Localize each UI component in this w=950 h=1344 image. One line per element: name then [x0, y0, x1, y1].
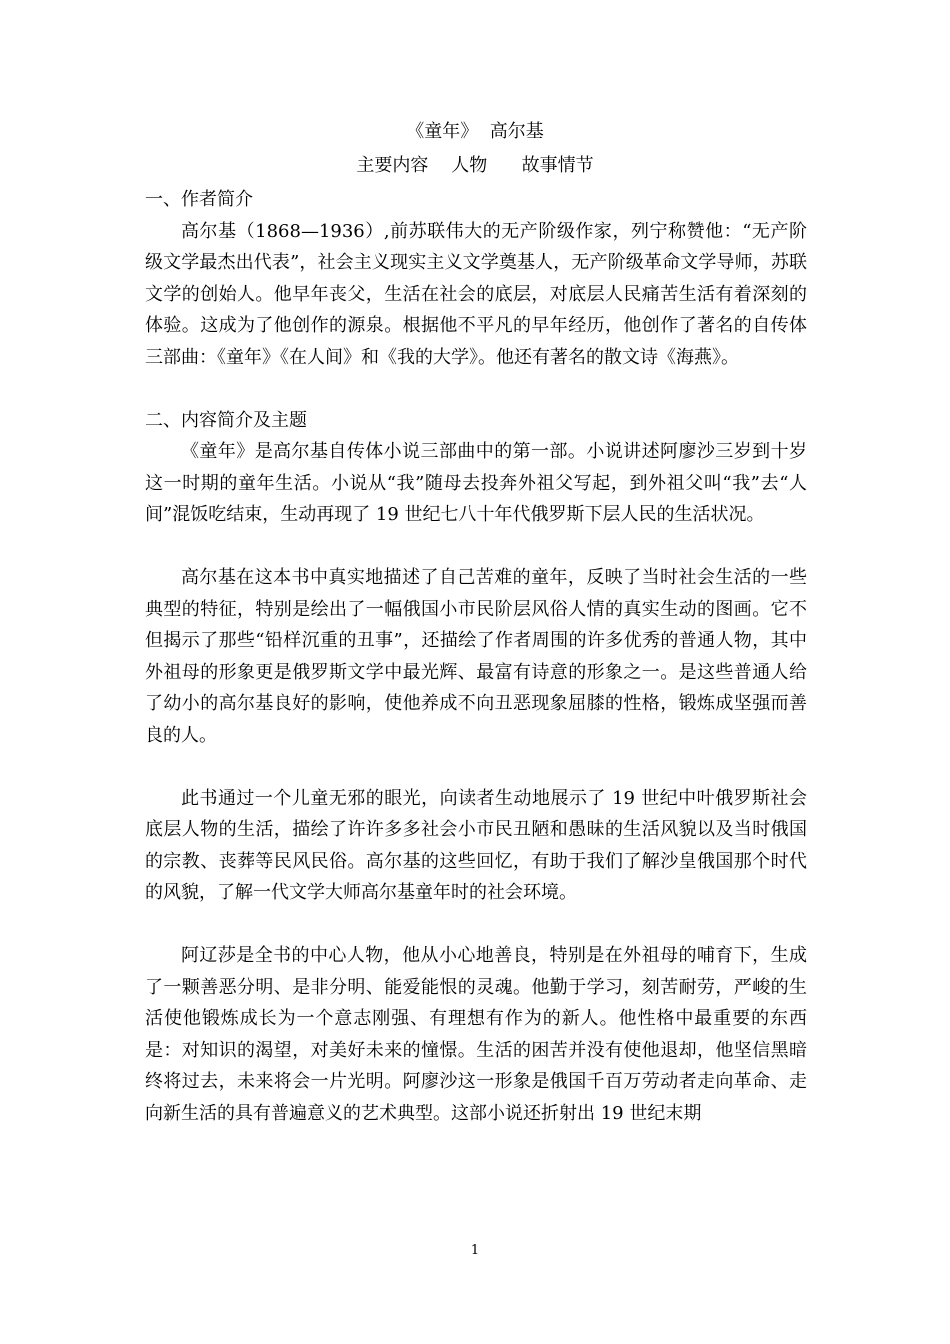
paragraph-character: 阿辽莎是全书的中心人物，他从小心地善良，特别是在外祖母的哺育下，生成了一颗善恶分明、是非分明、能爱能恨的灵魂。他勤于学习，刻苦耐劳，严峻的生活使他锻炼成长为一个意志刚强、有理想有作为的新人。他性格中最重要的东西是：对知识的渴望，对美好未来的憧憬。生活的困苦并没有使他退却，他坚信黑暗终将过去，未来将会一片光明。阿廖沙这一形象是俄国千百万劳动者走向革命、走向新生活的具有普遍意义的艺术典型。这部小说还折射出 19 世纪末期 — [145, 945, 807, 1124]
blank-line — [145, 531, 807, 563]
document-body — [145, 184, 807, 1129]
blank-line — [145, 373, 807, 405]
document-subtitle: 主要内容 人物 故事情节 — [356, 155, 594, 176]
paragraph-society: 此书通过一个儿童无邪的眼光，向读者生动地展示了 19 世纪中叶俄罗斯社会底层人物的生活，描绘了许许多多社会小市民丑陋和愚昧的生活风貌以及当时俄国的宗教、丧葬等民风民俗。高尔基的这些回忆，有助于我们了解沙皇俄国那个时代的风貌，了解一代文学大师高尔基童年时的社会环境。 — [145, 787, 807, 903]
paragraph-theme: 高尔基在这本书中真实地描述了自己苦难的童年，反映了当时社会生活的一些典型的特征，特别是绘出了一幅俄国小市民阶层风俗人情的真实生动的图画。它不但揭示了那些“铅样沉重的丑事”，还描绘了作者周围的许多优秀的普通人物，其中外祖母的形象更是俄罗斯文学中最光辉、最富有诗意的形象之一。是这些普通人给了幼小的高尔基良好的影响，使他养成不向丑恶现象屈膝的性格，锻炼成坚强而善良的人。 — [145, 567, 807, 746]
section-heading-author: 一、作者简介 — [145, 189, 253, 210]
page-number: 1 — [470, 1243, 480, 1258]
blank-line — [145, 751, 807, 783]
paragraph-summary: 《童年》是高尔基自传体小说三部曲中的第一部。小说讲述阿廖沙三岁到十岁这一时期的童年生活。小说从“我”随母去投奔外祖父写起，到外祖父叫“我”去“人间”混饭吃结束，生动再现了 19 世纪七八十年代俄罗斯下层人民的生活状况。 — [145, 441, 807, 525]
document-title: 《童年》 高尔基 — [406, 121, 544, 142]
paragraph-author-intro: 高尔基（1868—1936）,前苏联伟大的无产阶级作家，列宁称赞他：“无产阶级文学最杰出代表”，社会主义现实主义文学奠基人，无产阶级革命文学导师，苏联文学的创始人。他早年丧父，生活在社会的底层，对底层人民痛苦生活有着深刻的体验。这成为了他创作的源泉。根据他不平凡的早年经历，他创作了著名的自传体三部曲：《童年》《在人间》和《我的大学》。他还有著名的散文诗《海燕》。 — [145, 220, 807, 368]
section-heading-summary: 二、内容简介及主题 — [145, 409, 307, 431]
blank-line — [145, 909, 807, 941]
